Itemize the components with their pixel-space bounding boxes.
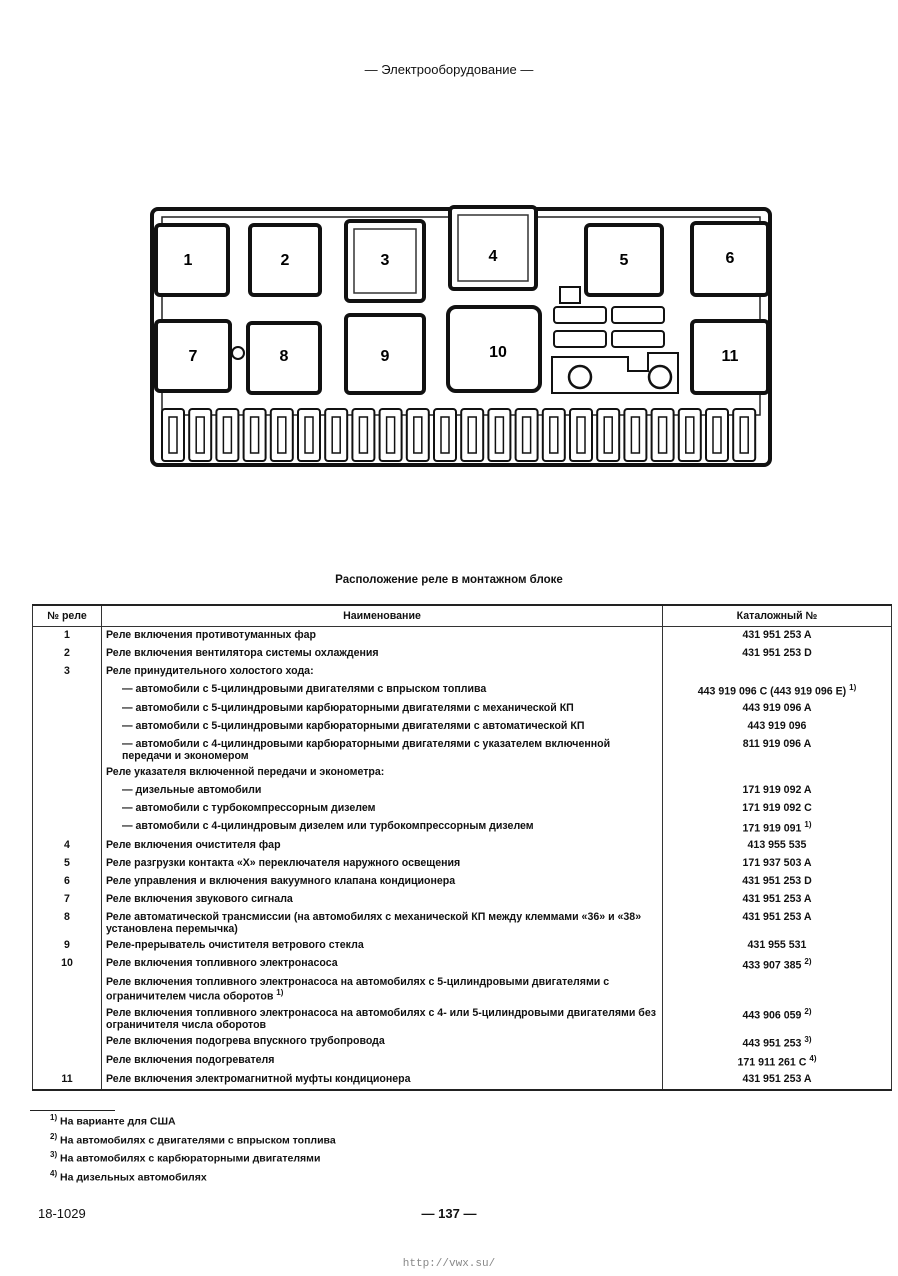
table-row bbox=[33, 937, 892, 955]
table-row bbox=[33, 955, 892, 974]
page-header: — Электрооборудование — bbox=[364, 62, 534, 77]
catalog-number bbox=[663, 974, 892, 1005]
svg-text:8: 8 bbox=[279, 348, 289, 365]
relay-block-1 bbox=[156, 225, 228, 295]
page-number: — 137 — bbox=[421, 1206, 477, 1221]
relay-name: Реле включения противотуманных фар bbox=[102, 627, 663, 646]
footnotes bbox=[50, 1113, 336, 1187]
relay-name: — автомобили с 5-цилиндровыми карбюраторными двигателями с автоматической КП bbox=[102, 718, 663, 736]
footnote: $^{4)}$ На дизельных автомобилях bbox=[50, 1168, 207, 1183]
relay-number: 11 bbox=[33, 1071, 102, 1090]
relay-name: Реле управления и включения вакуумного клапана кондиционера bbox=[102, 873, 663, 891]
relay-number: 6 bbox=[33, 873, 102, 891]
relay-name: Реле включения подогрева впускного трубопровода bbox=[102, 1033, 663, 1052]
table-row bbox=[33, 1052, 892, 1071]
catalog-number: 443 951 253 $^{3)}$ bbox=[663, 1033, 892, 1052]
table-row bbox=[33, 855, 892, 873]
relay-number bbox=[33, 974, 102, 1005]
relay-block-7 bbox=[156, 321, 230, 391]
relay-number: 3 bbox=[33, 663, 102, 681]
relay-name: — автомобили с 5-цилиндровыми двигателями с впрыском топлива bbox=[102, 681, 663, 700]
svg-text:10: 10 bbox=[489, 344, 507, 361]
catalog-number: 171 919 092 C bbox=[663, 800, 892, 818]
table-row bbox=[33, 645, 892, 663]
relay-number bbox=[33, 700, 102, 718]
relay-name: Реле включения звукового сигнала bbox=[102, 891, 663, 909]
relay-number: 8 bbox=[33, 909, 102, 937]
footer-code: 18-1029 bbox=[38, 1206, 86, 1221]
catalog-number: 171 919 091 $^{1)}$ bbox=[663, 818, 892, 837]
svg-text:2: 2 bbox=[280, 252, 290, 269]
relay-number: 7 bbox=[33, 891, 102, 909]
relay-number: 10 bbox=[33, 955, 102, 974]
relay-name: Реле включения электромагнитной муфты кондиционера bbox=[102, 1071, 663, 1090]
relay-block-10 bbox=[448, 307, 540, 391]
catalog-number: 443 906 059 $^{2)}$ bbox=[663, 1005, 892, 1033]
relay-number: 5 bbox=[33, 855, 102, 873]
relay-number bbox=[33, 681, 102, 700]
svg-text:11: 11 bbox=[721, 348, 739, 365]
relay-number bbox=[33, 1052, 102, 1071]
svg-text:6: 6 bbox=[725, 250, 735, 267]
relay-number bbox=[33, 764, 102, 782]
table-row bbox=[33, 891, 892, 909]
relay-name: Реле автоматической трансмиссии (на автомобилях с механической КП между клеммами «36» и «38» установлена перемычка) bbox=[102, 909, 663, 937]
catalog-number: 413 955 535 bbox=[663, 837, 892, 855]
catalog-number: 811 919 096 A bbox=[663, 736, 892, 764]
svg-text:9: 9 bbox=[380, 348, 390, 365]
col-header-name: Наименование bbox=[102, 605, 663, 627]
footnote: $^{1)}$ На варианте для США bbox=[50, 1113, 176, 1128]
svg-text:3: 3 bbox=[380, 252, 390, 269]
relay-name: Реле разгрузки контакта «X» переключателя наружного освещения bbox=[102, 855, 663, 873]
relay-name: Реле включения топливного электронасоса bbox=[102, 955, 663, 974]
relay-number bbox=[33, 1005, 102, 1033]
col-header-num: № реле bbox=[33, 605, 102, 627]
svg-text:5: 5 bbox=[619, 252, 629, 269]
catalog-number: 431 951 253 D bbox=[663, 873, 892, 891]
catalog-number: 431 951 253 A bbox=[663, 891, 892, 909]
footnote: $^{2)}$ На автомобилях с двигателями с впрыском топлива bbox=[50, 1131, 336, 1146]
relay-number bbox=[33, 800, 102, 818]
relay-label: 1 bbox=[183, 252, 193, 269]
relay-box-diagram bbox=[148, 203, 774, 471]
relay-block-6 bbox=[692, 223, 768, 295]
svg-text:7: 7 bbox=[188, 348, 198, 365]
relay-name: Реле включения вентилятора системы охлаждения bbox=[102, 645, 663, 663]
catalog-number: 171 937 503 A bbox=[663, 855, 892, 873]
catalog-number: 433 907 385 $^{2)}$ bbox=[663, 955, 892, 974]
catalog-number: 431 951 253 A bbox=[663, 1071, 892, 1090]
table-row bbox=[33, 663, 892, 681]
relay-block-9 bbox=[346, 315, 424, 393]
catalog-number: 443 919 096 C (443 919 096 E) $^{1)}$ bbox=[663, 681, 892, 700]
catalog-number: 171 919 092 A bbox=[663, 782, 892, 800]
relay-table bbox=[32, 604, 892, 1091]
relay-block-11 bbox=[692, 321, 768, 393]
relay-number bbox=[33, 718, 102, 736]
relay-number bbox=[33, 1033, 102, 1052]
table-row bbox=[33, 837, 892, 855]
table-row bbox=[33, 681, 892, 700]
catalog-number: 443 919 096 bbox=[663, 718, 892, 736]
table-row bbox=[33, 873, 892, 891]
relay-number bbox=[33, 818, 102, 837]
relay-block-2 bbox=[250, 225, 320, 295]
relay-block-4 bbox=[450, 207, 536, 289]
relay-name: Реле включения топливного электронасоса на автомобилях с 5-цилиндровыми двигателями с ограничителем числа оборотов $^{1)}$ bbox=[102, 974, 663, 1005]
table-row bbox=[33, 736, 892, 764]
footnote-rule bbox=[30, 1110, 115, 1111]
relay-name: Реле включения топливного электронасоса на автомобилях с 4- или 5-цилиндровыми двигателями без ограничителя числа оборотов bbox=[102, 1005, 663, 1033]
catalog-number bbox=[663, 663, 892, 681]
table-row bbox=[33, 1071, 892, 1090]
table-row bbox=[33, 909, 892, 937]
col-header-cat: Каталожный № bbox=[663, 605, 892, 627]
catalog-number: 443 919 096 A bbox=[663, 700, 892, 718]
catalog-number: 431 951 253 D bbox=[663, 645, 892, 663]
table-row bbox=[33, 764, 892, 782]
table-caption: Расположение реле в монтажном блоке bbox=[335, 574, 563, 586]
table-row bbox=[33, 782, 892, 800]
relay-block-5 bbox=[586, 225, 662, 295]
relay-number bbox=[33, 782, 102, 800]
table-row bbox=[33, 818, 892, 837]
table-row bbox=[33, 627, 892, 646]
relay-name: Реле принудительного холостого хода: bbox=[102, 663, 663, 681]
relay-block-8 bbox=[248, 323, 320, 393]
table-row bbox=[33, 800, 892, 818]
catalog-number: 171 911 261 C $^{4)}$ bbox=[663, 1052, 892, 1071]
relay-name: — автомобили с 4-цилиндровым дизелем или турбокомпрессорным дизелем bbox=[102, 818, 663, 837]
catalog-number: 431 951 253 A bbox=[663, 627, 892, 646]
catalog-number: 431 951 253 A bbox=[663, 909, 892, 937]
relay-number: 1 bbox=[33, 627, 102, 646]
table-row bbox=[33, 700, 892, 718]
table-row bbox=[33, 1005, 892, 1033]
relay-number: 9 bbox=[33, 937, 102, 955]
relay-name: — автомобили с 4-цилиндровыми карбюраторными двигателями с указателем включенной передачи и экономером bbox=[102, 736, 663, 764]
svg-text:4: 4 bbox=[488, 248, 498, 265]
footnote: $^{3)}$ На автомобилях с карбюраторными двигателями bbox=[50, 1150, 321, 1165]
relay-name: — автомобили с 5-цилиндровыми карбюраторными двигателями с механической КП bbox=[102, 700, 663, 718]
relay-block-3 bbox=[346, 221, 424, 301]
relay-number: 2 bbox=[33, 645, 102, 663]
relay-name: — дизельные автомобили bbox=[102, 782, 663, 800]
relay-name: — автомобили с турбокомпрессорным дизелем bbox=[102, 800, 663, 818]
catalog-number: 431 955 531 bbox=[663, 937, 892, 955]
table-row bbox=[33, 974, 892, 1005]
relay-name: Реле указателя включенной передачи и эконометра: bbox=[102, 764, 663, 782]
table-row bbox=[33, 718, 892, 736]
relay-number: 4 bbox=[33, 837, 102, 855]
catalog-number bbox=[663, 764, 892, 782]
relay-name: Реле включения очистителя фар bbox=[102, 837, 663, 855]
relay-number bbox=[33, 736, 102, 764]
table-row bbox=[33, 1033, 892, 1052]
relay-name: Реле включения подогревателя bbox=[102, 1052, 663, 1071]
relay-name: Реле-прерыватель очистителя ветрового стекла bbox=[102, 937, 663, 955]
watermark: http://vwx.su/ bbox=[402, 1258, 496, 1270]
